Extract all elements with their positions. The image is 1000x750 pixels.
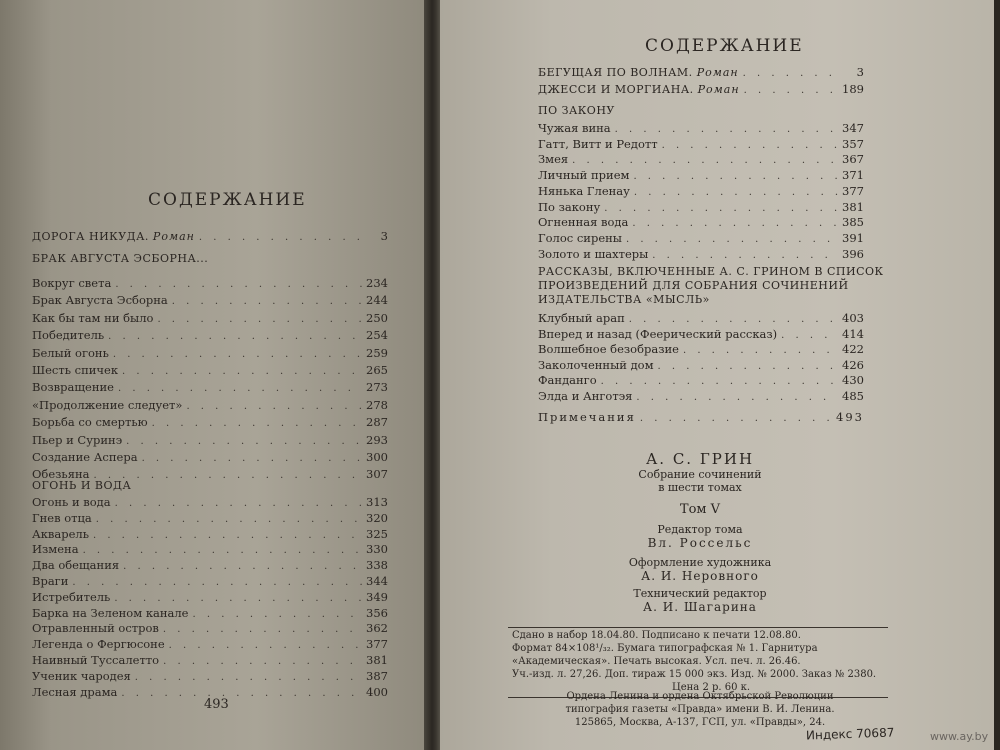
right-section-2 bbox=[538, 265, 884, 307]
toc-entry-page: 371 bbox=[842, 168, 864, 183]
toc-entry-page: 422 bbox=[842, 342, 864, 356]
toc-entry-label: Белый огонь bbox=[32, 345, 109, 360]
toc-entry-label: Лесная драма bbox=[32, 684, 118, 699]
colophon-collection-1: Собрание сочинений bbox=[638, 468, 762, 481]
toc-entry-page: 250 bbox=[366, 310, 388, 325]
toc-entry bbox=[32, 275, 388, 291]
toc-entry bbox=[538, 183, 864, 199]
toc-entry-page: 325 bbox=[366, 526, 388, 541]
toc-entry-page: 330 bbox=[366, 542, 388, 557]
toc-work-page: 189 bbox=[842, 82, 864, 96]
right-notes bbox=[538, 409, 864, 425]
toc-entry-label: Чужая вина bbox=[538, 121, 611, 135]
toc-entry-label: Акварель bbox=[32, 526, 89, 541]
toc-entry-page: 234 bbox=[366, 276, 388, 290]
colophon-author: А. С. ГРИН bbox=[645, 450, 755, 468]
toc-entry-page: 273 bbox=[366, 380, 388, 395]
toc-entry bbox=[538, 120, 864, 136]
toc-entry bbox=[538, 341, 864, 357]
left-page bbox=[0, 0, 428, 750]
toc-entry-label: Борьба со смертью bbox=[32, 415, 148, 430]
toc-entry-label: Клубный арап bbox=[538, 311, 625, 325]
right-page bbox=[440, 0, 1000, 750]
toc-entry-page: 403 bbox=[842, 311, 864, 325]
toc-entry-label: Брак Августа Эсборна bbox=[32, 293, 168, 308]
toc-entry bbox=[32, 605, 388, 621]
toc-entry bbox=[538, 167, 864, 183]
toc-entry-page: 377 bbox=[366, 637, 388, 652]
printer-line-1: Ордена Ленина и ордена Октябрьской Революции bbox=[566, 691, 834, 702]
colophon-collection-2: в шести томах bbox=[658, 481, 742, 494]
left-main-entry bbox=[32, 228, 388, 244]
colophon-design-label: Оформление художника bbox=[628, 556, 772, 569]
toc-entry bbox=[538, 230, 864, 246]
colophon-tech-name: А. И. Шагарина bbox=[643, 600, 757, 614]
toc-entry-page: 344 bbox=[366, 574, 388, 588]
toc-entry-label: Измена bbox=[32, 542, 79, 557]
imprint-top-rule bbox=[508, 627, 888, 628]
toc-entry-page: 320 bbox=[366, 510, 388, 525]
toc-entry bbox=[32, 510, 388, 526]
colophon-tech-label: Технический редактор bbox=[633, 587, 767, 600]
toc-entry-page: 362 bbox=[366, 621, 388, 636]
toc-entry-page: 485 bbox=[842, 388, 864, 403]
toc-entry bbox=[32, 362, 388, 378]
left-main-title: ДОРОГА НИКУДА. bbox=[32, 230, 149, 243]
toc-entry-label: Нянька Гленау bbox=[538, 183, 630, 198]
toc-entry bbox=[32, 573, 388, 589]
toc-entry-page: 287 bbox=[366, 415, 388, 430]
toc-entry-label: Голос сирены bbox=[538, 230, 622, 245]
toc-entry-label: Барка на Зеленом канале bbox=[32, 605, 189, 620]
imprint-line-5: Цена 2 р. 60 к. bbox=[672, 682, 751, 693]
toc-entry bbox=[32, 292, 388, 308]
toc-entry-label: Заколоченный дом bbox=[538, 357, 654, 372]
page-edge bbox=[994, 0, 1000, 750]
printer bbox=[540, 690, 860, 729]
toc-entry bbox=[32, 636, 388, 652]
toc-entry bbox=[538, 136, 864, 152]
right-notes-page: 493 bbox=[836, 410, 864, 424]
toc-entry bbox=[32, 397, 388, 413]
toc-entry-label: Два обещания bbox=[32, 558, 120, 573]
toc-entry-page: 381 bbox=[366, 653, 388, 667]
toc-entry-page: 381 bbox=[842, 199, 864, 214]
imprint-line-4: Уч.-изд. л. 27,26. Доп. тираж 15 000 экз. Изд. № 2000. Заказ № 2380. bbox=[512, 669, 877, 680]
toc-entry-page: 430 bbox=[842, 373, 864, 387]
toc-entry bbox=[32, 310, 388, 326]
toc-entry-page: 300 bbox=[366, 450, 388, 464]
toc-entry-page: 426 bbox=[842, 357, 864, 372]
toc-entry bbox=[538, 310, 864, 326]
toc-entry-label: Как бы там ни было bbox=[32, 310, 154, 325]
printer-line-3: 125865, Москва, А-137, ГСП, ул. «Правды», 24. bbox=[574, 717, 826, 728]
toc-entry bbox=[32, 668, 388, 684]
toc-entry-label: Создание Аспера bbox=[32, 450, 138, 464]
toc-entry-label: По закону bbox=[538, 199, 601, 214]
toc-entry-page: 349 bbox=[366, 589, 388, 604]
toc-entry bbox=[32, 432, 388, 448]
toc-entry-label: Гатт, Витт и Редотт bbox=[538, 136, 658, 151]
toc-entry-label: Шесть спичек bbox=[32, 363, 119, 377]
toc-entry bbox=[32, 557, 388, 573]
toc-entry bbox=[32, 652, 388, 668]
toc-entry bbox=[32, 379, 388, 395]
toc-entry-label: Обезьяна bbox=[32, 467, 90, 482]
toc-entry bbox=[32, 327, 388, 343]
toc-work-subtitle: Роман bbox=[697, 83, 740, 96]
toc-entry-page: 367 bbox=[842, 152, 864, 167]
colophon-volume: Том V bbox=[679, 502, 721, 517]
toc-entry-label: Огненная вода bbox=[538, 215, 629, 230]
toc-work-title: БЕГУЩАЯ ПО ВОЛНАМ. bbox=[538, 66, 693, 79]
toc-entry-page: 396 bbox=[842, 246, 864, 261]
imprint-line-3: «Академическая». Печать высокая. Усл. печ. л. 26.46. bbox=[512, 656, 801, 667]
printer-line-2: типография газеты «Правда» имени В. И. Ленина. bbox=[565, 704, 835, 715]
toc-entry-label: Наивный Туссалетто bbox=[32, 653, 160, 667]
toc-entry-page: 377 bbox=[842, 183, 864, 198]
left-main-page: 3 bbox=[380, 229, 388, 243]
imprint-line-1: Сдано в набор 18.04.80. Подписано к печати 12.08.80. bbox=[512, 630, 801, 641]
toc-entry-label: Возвращение bbox=[32, 380, 114, 395]
left-section-1: БРАК АВГУСТА ЭСБОРНА... bbox=[32, 252, 209, 265]
toc-entry-label: Золото и шахтеры bbox=[538, 246, 649, 261]
toc-entry bbox=[538, 372, 864, 388]
toc-entry-label: «Продолжение следует» bbox=[32, 397, 183, 412]
toc-entry-page: 307 bbox=[366, 467, 388, 482]
toc-entry bbox=[538, 246, 864, 262]
imprint-line-2: Формат 84×108¹/₃₂. Бумага типографская № 1. Гарнитура bbox=[512, 643, 818, 654]
toc-work-page: 3 bbox=[856, 65, 864, 79]
right-section-2-line-1: РАССКАЗЫ, ВКЛЮЧЕННЫЕ А. С. ГРИНОМ В СПИСОК bbox=[538, 265, 884, 278]
toc-entry-page: 347 bbox=[842, 121, 864, 135]
toc-entry-label: Враги bbox=[32, 574, 69, 588]
toc-entry-label: Волшебное безобразие bbox=[538, 342, 679, 356]
toc-entry-page: 357 bbox=[842, 136, 864, 151]
left-main-subtitle: Роман bbox=[152, 230, 195, 243]
colophon bbox=[550, 450, 850, 614]
toc-entry-label: Вокруг света bbox=[32, 276, 112, 290]
toc-entry-page: 293 bbox=[366, 432, 388, 447]
right-section-2-line-3: ИЗДАТЕЛЬСТВА «МЫСЛЬ» bbox=[538, 293, 710, 306]
toc-entry-label: Огонь и вода bbox=[32, 495, 111, 509]
toc-entry-label: Фанданго bbox=[538, 373, 597, 387]
imprint bbox=[512, 629, 876, 694]
toc-entry-label: Истребитель bbox=[32, 589, 111, 604]
toc-entry bbox=[538, 326, 864, 342]
toc-entry-page: 313 bbox=[366, 495, 388, 509]
toc-entry-page: 278 bbox=[366, 397, 388, 412]
toc-entry bbox=[538, 214, 864, 230]
toc-entry-label: Легенда о Фергюсоне bbox=[32, 637, 165, 652]
index-number: Индекс 70687 bbox=[805, 725, 895, 743]
toc-entry-page: 244 bbox=[366, 293, 388, 308]
right-notes-label: Примечания bbox=[538, 410, 636, 424]
toc-entry-label: Личный прием bbox=[538, 168, 630, 183]
toc-entry-page: 265 bbox=[366, 363, 388, 377]
toc-entry bbox=[32, 620, 388, 636]
toc-entry bbox=[538, 151, 864, 167]
toc-entry bbox=[538, 388, 864, 404]
left-page-title: СОДЕРЖАНИЕ bbox=[148, 190, 307, 210]
toc-entry-page: 259 bbox=[366, 345, 388, 360]
toc-work-subtitle: Роман bbox=[696, 66, 739, 79]
left-section-2: ОГОНЬ И ВОДА bbox=[32, 479, 132, 492]
toc-entry bbox=[32, 494, 388, 510]
toc-entry bbox=[32, 541, 388, 557]
toc-work-title: ДЖЕССИ И МОРГИАНА. bbox=[538, 83, 694, 96]
toc-entry-label: Вперед и назад (Феерический рассказ) bbox=[538, 326, 778, 341]
right-section-1: ПО ЗАКОНУ bbox=[538, 104, 615, 117]
toc-entry-label: Отравленный остров bbox=[32, 621, 159, 636]
toc-entry-label: Пьер и Суринэ bbox=[32, 432, 123, 447]
toc-work-entry bbox=[538, 64, 864, 80]
toc-entry bbox=[538, 199, 864, 215]
toc-entry-page: 254 bbox=[366, 328, 388, 343]
toc-entry-label: Элда и Анготэя bbox=[538, 388, 633, 403]
toc-entry-page: 338 bbox=[366, 558, 388, 573]
colophon-editor-name: Вл. Россельс bbox=[647, 536, 753, 550]
toc-entry-page: 387 bbox=[366, 668, 388, 683]
toc-entry-label: Победитель bbox=[32, 328, 105, 343]
toc-entry-page: 400 bbox=[366, 684, 388, 699]
toc-entry bbox=[32, 449, 388, 465]
toc-entry-page: 385 bbox=[842, 215, 864, 230]
toc-entry-label: Змея bbox=[538, 152, 569, 167]
toc-entry bbox=[32, 526, 388, 542]
toc-entry-label: Гнев отца bbox=[32, 510, 92, 525]
watermark: www.ay.by bbox=[930, 730, 989, 743]
toc-entry-page: 356 bbox=[366, 605, 388, 620]
toc-entry bbox=[32, 589, 388, 605]
colophon-editor-label: Редактор тома bbox=[657, 523, 743, 536]
toc-entry-page: 414 bbox=[842, 326, 864, 341]
toc-entry bbox=[32, 345, 388, 361]
toc-entry-label: Ученик чародея bbox=[32, 668, 131, 683]
left-page-number: 493 bbox=[204, 697, 229, 712]
right-page-title: СОДЕРЖАНИЕ bbox=[645, 36, 804, 56]
toc-entry bbox=[538, 357, 864, 373]
toc-entry-page: 391 bbox=[842, 230, 864, 245]
colophon-design-name: А. И. Неровного bbox=[641, 569, 759, 583]
right-section-2-line-2: ПРОИЗВЕДЕНИЙ ДЛЯ СОБРАНИЯ СОЧИНЕНИЙ bbox=[538, 279, 849, 292]
toc-entry bbox=[32, 414, 388, 430]
toc-work-entry bbox=[538, 81, 864, 97]
